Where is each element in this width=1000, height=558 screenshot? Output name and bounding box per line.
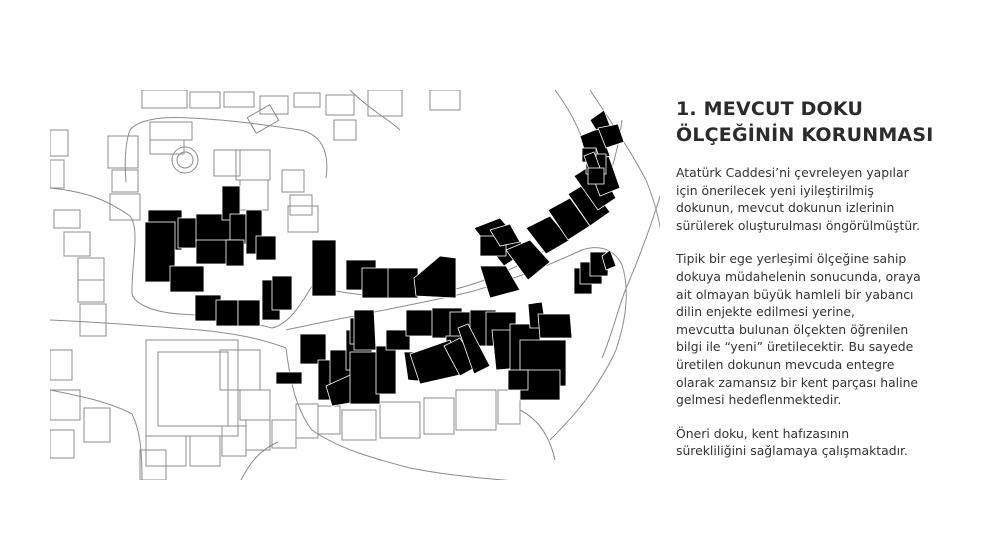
text-line: dilin enjekte edilmesi yerine, [676, 304, 855, 320]
street-edge [602, 190, 660, 358]
paragraph-3 [676, 425, 976, 460]
text-line: dokuya müdahelenin sonucunda, oraya [676, 268, 921, 284]
paragraph-1 [676, 164, 976, 234]
paragraph-2 [676, 250, 976, 408]
description-panel [676, 96, 976, 476]
building-mass [145, 110, 624, 406]
street-edge [520, 410, 555, 460]
text-line: mevcutta bulunan ölçekten öğrenilen [676, 321, 909, 337]
text-line: sürülerek oluşturulması öngörülmüştür. [676, 217, 921, 233]
text-line: için önerilecek yeni iyileştirilmiş [676, 182, 874, 198]
text-line: dokunun, mevcut dokunun izlerinin [676, 200, 895, 216]
section-heading [676, 96, 976, 148]
text-line: ait olmayan büyük hamleli bir yabancı [676, 286, 914, 302]
text-line: olarak zamansız bir kent parçası haline [676, 374, 919, 390]
street-edge [50, 390, 142, 480]
text-line: gelmesi hedeflenmektedir. [676, 392, 842, 408]
street-edge [350, 90, 400, 130]
text-line: bilgi ile “yeni” üretilecektir. Bu sayede [676, 339, 914, 355]
site-plan-map [50, 90, 660, 480]
text-line: üretilen dokunun mevcuda entegre [676, 356, 895, 372]
text-line: Tipik bir ege yerleşimi ölçeğine sahip [676, 251, 907, 267]
heading-line: ÖLÇEĞİNİN KORUNMASI [676, 124, 934, 146]
text-line: Atatürk Caddesi’ni çevreleyen yapılar [676, 165, 909, 180]
text-line: sürekliliğini sağlamaya çalışmaktadır. [676, 443, 908, 459]
heading-line: 1. MEVCUT DOKU [676, 98, 864, 120]
text-line: Öneri doku, kent hafızasının [676, 425, 850, 441]
